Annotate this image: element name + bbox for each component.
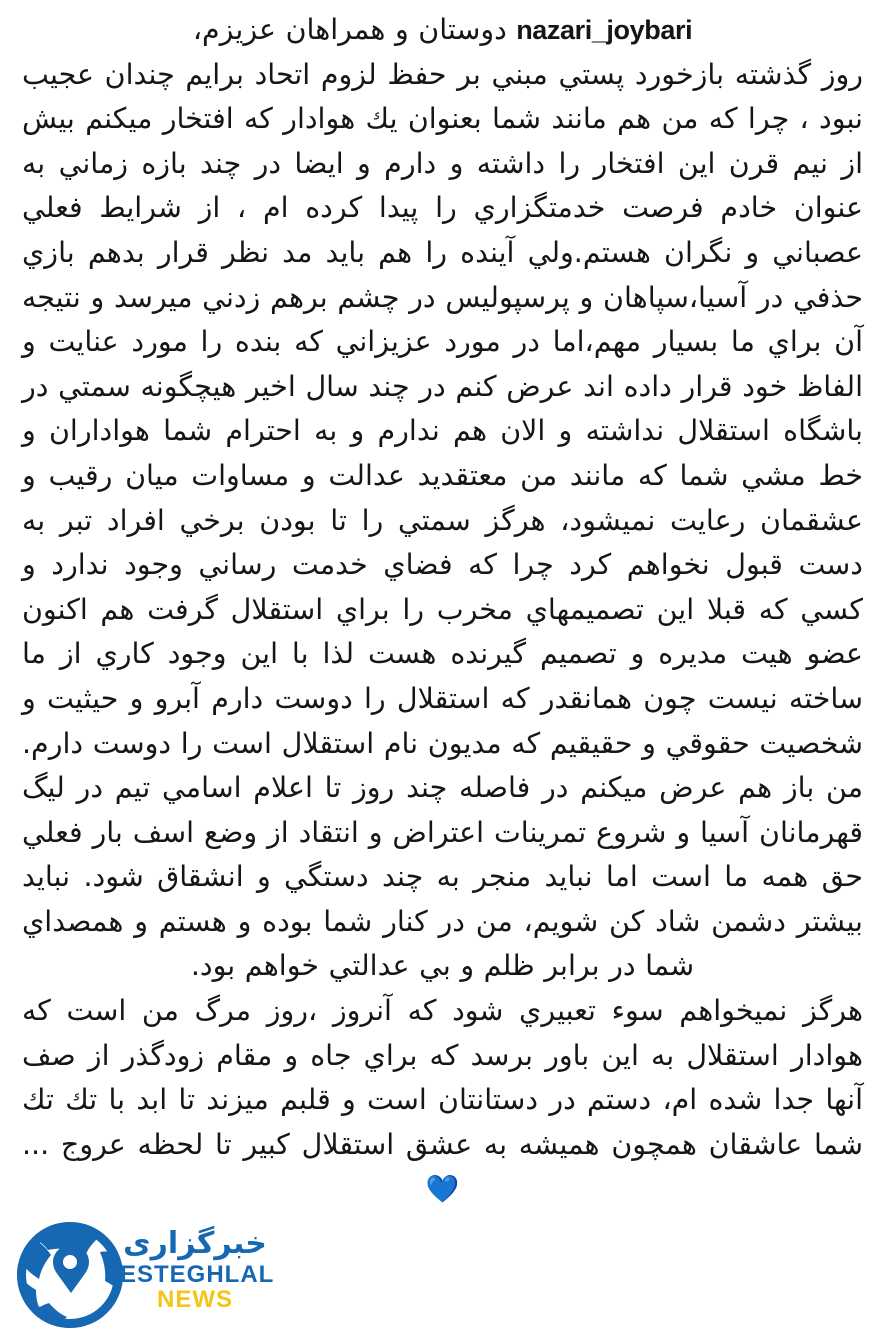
soccer-ball-icon [14, 1219, 126, 1331]
watermark-persian-name: خبرگزاری [123, 1226, 267, 1261]
post-greeting-paragraph [22, 8, 863, 53]
post-text-body [22, 8, 863, 1213]
author-handle[interactable]: nazari_joybari [516, 15, 693, 45]
greeting-line [22, 8, 863, 53]
watermark-wordmark [120, 1226, 275, 1313]
post-paragraph-1: روز گذشته بازخورد پستي مبني بر حفظ لزوم اتحاد برايم چندان عجيب نبود ، چرا كه من هم مانند شما بعنوان يك هوادار كه افتخار ميكنم بيش از نيم قرن اين افتخار را داشته و دارم و ايضا در چند بازه زماني به عنوان خادم فرصت خدمتگزاري را پيدا كرده ام ، از شرايط فعلي عصباني و نگران هستم.ولي آينده را هم بايد مد نظر قرار بدهم بازي حذفي در آسيا،سپاهان و پرسپوليس در چشم برهم زدني ميرسد و نتيجه آن براي ما بسيار مهم،اما در مورد عزيزاني كه بنده را مورد عنايت و الفاظ خود قرار داده اند عرض كنم در چند سال اخير هيچگونه سمتي در باشگاه استقلال نداشته و الان هم ندارم و به احترام شما هواداران و خط مشي شما كه مانند من معتقديد عدالت و مساوات ميان رقيب و عشقمان رعايت نميشود، هرگز سمتي را تا بودن برخي افراد تبر به دست قبول نخواهم كرد چرا كه فضاي خدمت رساني وجود ندارد و كسي كه قبلا اين تصميمهاي مخرب را براي استقلال گرفت هم اكنون عضو هيت مديره و تصميم گيرنده هست لذا با اين وجود كاري از ما ساخته نيست چون همانقدر كه استقلال را دوست دارم آبرو و حيثيت و شخصيت حقوقي و حقيقيم كه مديون نام استقلال است را دوست دارم. من باز هم عرض ميكنم در فاصله چند روز تا اعلام اسامي تيم در ليگ قهرمانان آسيا و شروع تمرينات اعتراض و انتقاد از وضع اسف بار فعلي حق همه ما است اما نبايد منجر به چند دستگي و انشقاق شود. نبايد بيشتر دشمن شاد كن شويم، من در كنار شما بوده و هستم و همصداي شما در برابر ظلم و بي عدالتي خواهم بود. [22, 57, 863, 983]
watermark-name-line1: ESTEGHLAL [120, 1260, 275, 1288]
post-paragraph-2 [22, 989, 863, 1213]
greeting-text: دوستان و همراهان عزیزم، [192, 13, 507, 46]
post-paragraph-2-text: هرگز نميخواهم سوء تعبيري شود كه آنروز ،روز مرگ من است كه هوادار استقلال به اين باور برسد كه براي جاه و مقام زودگذر از صف آنها جدا شده ام، دستم در دستانتان است و قلبم ميزند تا ابد با تك تك شما عاشقان همچون هميشه به عشق استقلال كبير تا لحظه عروج ... [22, 994, 863, 1161]
watermark-logo [8, 1213, 278, 1338]
blue-heart-icon: 💙 [425, 1174, 460, 1206]
watermark-name-line2: NEWS [157, 1285, 233, 1313]
